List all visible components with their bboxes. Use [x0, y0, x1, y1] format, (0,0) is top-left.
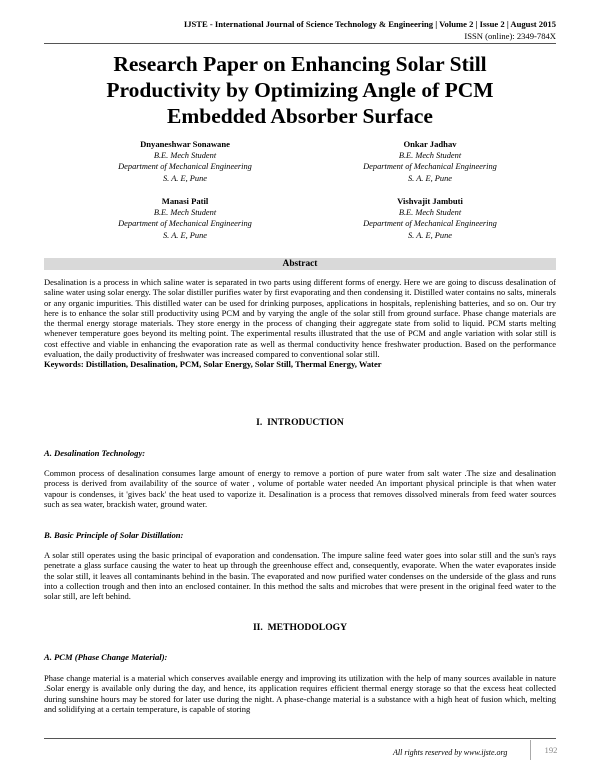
keywords: Keywords: Distillation, Desalination, PCM, Solar Energy, Solar Still, Thermal Energy, Water [44, 359, 382, 370]
section-heading-introduction [44, 417, 556, 428]
author-name: Dnyaneshwar Sonawane [140, 139, 230, 149]
paragraph-pcm: Phase change material is a material which conserves available energy and improving its utilization with the help of many sources available in nature .Solar energy is available only during the day, and hence, its application requires efficient thermal energy storage so that the excess heat collected during sunshine hours may be stored for later use during the night. A phase-change material is a substance with a high heat of fusion which, melting and solidifying at a certain temperature, is capable of storing [44, 673, 556, 714]
page-number: 192 [530, 740, 571, 760]
author-inst: S. A. E, Pune [162, 173, 208, 183]
author-dept: Department of Mechanical Engineering [118, 162, 252, 172]
subsection-desalination-technology: A. Desalination Technology: [44, 448, 146, 458]
author-dept: Department of Mechanical Engineering [363, 162, 497, 172]
author-role: B.E. Mech Student [398, 208, 462, 218]
author-name: Onkar Jadhav [403, 139, 457, 149]
abstract-text: Desalination is a process in which saline water is separated in two parts using different forms of energy. Here we are going to discuss desalination of saline water using solar energy. The solar distiller purifies water by first evaporating and then condensing it. Distilled water contains no salts, minerals or any organic impurities. This distilled water can be used for drinking purposes, applications in hospitals, replenishing batteries, and so on. Our try here is to enhance the solar still productivity using PCM and by varying the angle of the solar still from ground surface. Phase change materials are the thermal energy storage materials. They store energy in the process of changing their aggregate state from solid to liquid. PCM starts melting whenever temperature goes beyond its melting point. The experimental results illustrated that the use of PCM and angle variation with solar still is cost effective and viable in enhancing the evaporation rate as well as thermal conductivity hence freshwater production. Based on the performance evaluation, the daily productivity of freshwater was increased compared to conventional solar still. [44, 277, 556, 360]
title-line-1: Research Paper on Enhancing Solar Still [113, 52, 487, 76]
abstract-heading: Abstract [44, 258, 556, 270]
section-title: METHODOLOGY [267, 622, 348, 633]
abstract-body [44, 277, 556, 370]
author-inst: S. A. E, Pune [162, 230, 208, 240]
subsection-pcm: A. PCM (Phase Change Material): [44, 652, 168, 662]
section-number: I. [256, 417, 263, 428]
issn-line: ISSN (online): 2349-784X [464, 31, 556, 41]
paragraph-solar-distillation: A solar still operates using the basic principal of evaporation and condensation. The impure saline feed water goes into solar still and the sun's rays penetrate a glass surface causing the water to heat up through the greenhouse effect and, consequently, evaporate. When the water evaporates inside the solar still, it leaves all contaminants behind in the basin. The evaporated and now purified water condenses on the underside of the glass and runs into a collection trough and then into an enclosed container. In this method the salts and microbes that were present in the original feed water to the solar still, are left behind. [44, 550, 556, 602]
author-role: B.E. Mech Student [153, 208, 217, 218]
title-line-2: Productivity by Optimizing Angle of PCM [106, 78, 494, 102]
author-name: Vishvajit Jambuti [397, 196, 463, 206]
title-line-3: Embedded Absorber Surface [167, 104, 433, 128]
section-title: INTRODUCTION [267, 417, 344, 428]
author-inst: S. A. E, Pune [407, 230, 453, 240]
author-block-4 [315, 196, 545, 241]
author-block-1 [70, 139, 300, 184]
author-role: B.E. Mech Student [398, 151, 462, 161]
author-block-3 [70, 196, 300, 241]
section-heading-methodology [44, 622, 556, 633]
author-dept: Department of Mechanical Engineering [118, 219, 252, 229]
footer-rule [44, 738, 556, 739]
header-rule [44, 43, 556, 44]
footer-rights: All rights reserved by www.ijste.org [393, 748, 508, 757]
author-inst: S. A. E, Pune [407, 173, 453, 183]
journal-header: IJSTE - International Journal of Science Technology & Engineering | Volume 2 | Issue 2 | August 2015 [183, 19, 556, 29]
author-dept: Department of Mechanical Engineering [363, 219, 497, 229]
section-number: II. [252, 622, 263, 633]
author-block-2 [315, 139, 545, 184]
subsection-solar-distillation: B. Basic Principle of Solar Distillation: [44, 530, 184, 540]
paragraph-desalination: Common process of desalination consumes large amount of energy to remove a portion of pure water from salt water .The size and desalination process is derived from availability of the source of water , volume of portable water needed An important physical principle is that when water vapour is condenses, it 'gives back' the heat used to vaporize it. Desalination is a process that removes dissolved minerals from feed water sources such as sea water, brackish water, ground water. [44, 468, 556, 509]
author-name: Manasi Patil [161, 196, 209, 206]
paper-title [44, 51, 556, 129]
author-role: B.E. Mech Student [153, 151, 217, 161]
